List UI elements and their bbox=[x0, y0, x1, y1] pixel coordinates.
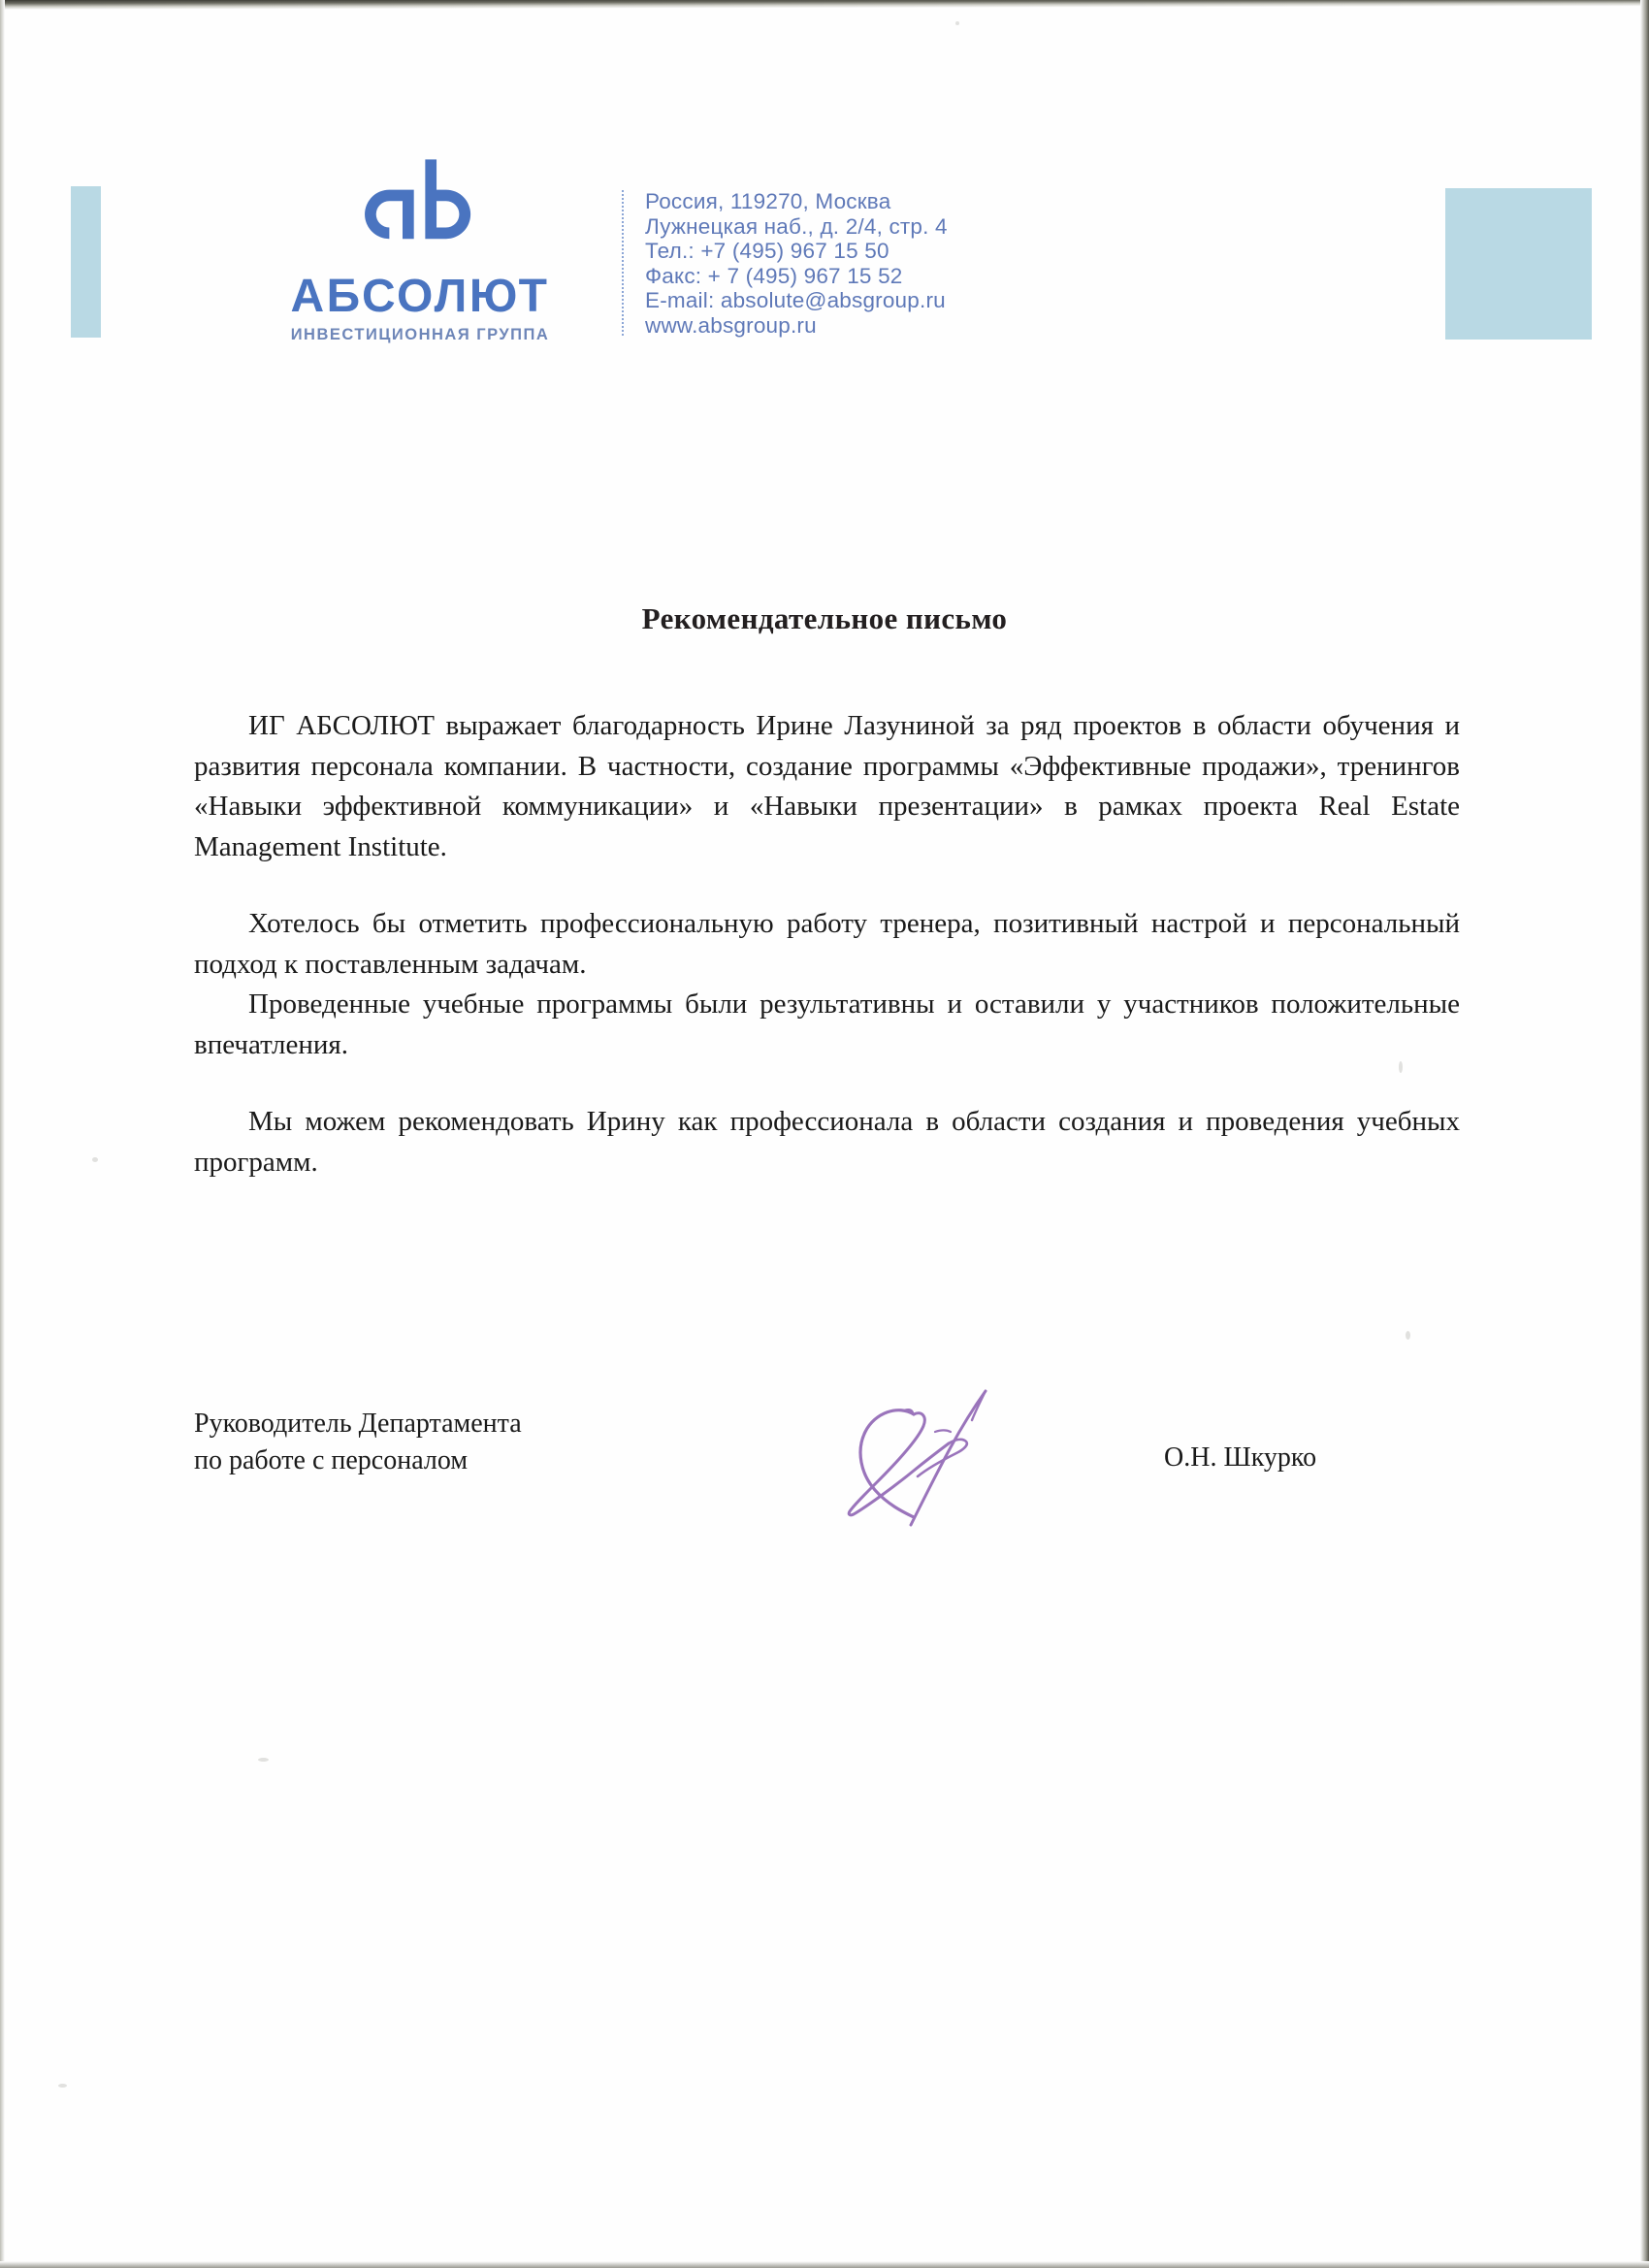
contact-fax: Факс: + 7 (495) 967 15 52 bbox=[645, 263, 903, 288]
contact-email: E-mail: absolute@absgroup.ru bbox=[645, 288, 946, 312]
body-paragraph: Мы можем рекомендовать Ирину как профессионала в области создания и проведения учебных программ. bbox=[194, 1106, 1460, 1178]
letter-body bbox=[194, 706, 1460, 1183]
contact-website: www.absgroup.ru bbox=[645, 312, 817, 338]
accent-bar-right bbox=[1445, 188, 1592, 340]
logo-tagline: ИНВЕСТИЦИОННАЯ ГРУППА bbox=[290, 326, 550, 343]
body-paragraph: Проведенные учебные программы были результативны и оставили у участников положительные впечатления. bbox=[194, 988, 1460, 1060]
body-paragraph: Хотелось бы отметить профессиональную работу тренера, позитивный настрой и персональный подход к поставленным задачам. bbox=[194, 908, 1460, 980]
accent-bar-left bbox=[71, 186, 101, 338]
contact-address-city: Россия, 119270, Москва bbox=[645, 189, 891, 213]
signer-name: О.Н. Шкурко bbox=[1164, 1442, 1317, 1473]
absolut-ab-monogram-icon bbox=[331, 153, 510, 268]
scan-speckle bbox=[58, 2084, 67, 2088]
handwritten-signature bbox=[821, 1381, 1005, 1527]
scan-edge-top bbox=[0, 0, 1649, 10]
scan-edge-bottom bbox=[0, 2261, 1649, 2268]
page-title: Рекомендательное письмо bbox=[641, 601, 1008, 635]
letterhead-divider bbox=[622, 190, 624, 338]
contact-address-street: Лужнецкая наб., д. 2/4, стр. 4 bbox=[645, 213, 948, 239]
scan-speckle bbox=[1406, 1331, 1410, 1340]
signer-role bbox=[194, 1406, 522, 1479]
contact-phone: Тел.: +7 (495) 967 15 50 bbox=[645, 239, 889, 263]
scan-edge-right bbox=[1640, 0, 1649, 2268]
signer-role-line-1: Руководитель Департамента bbox=[194, 1409, 522, 1439]
scan-edge-left bbox=[0, 0, 5, 2268]
scan-speckle bbox=[92, 1157, 98, 1162]
body-paragraph: ИГ АБСОЛЮТ выражает благодарность Ирине Лазуниной за ряд проектов в области обучения и развития персонала компании. В частности, создание программы «Эффективные продажи», тренингов «Навыки эффективной коммуникации» и «Навыки презентации» в рамках проекта Real Estate Management Institute. bbox=[194, 710, 1460, 862]
scan-speckle bbox=[1399, 1061, 1403, 1073]
contact-block bbox=[645, 189, 948, 338]
scan-speckle bbox=[955, 21, 959, 25]
company-logo bbox=[260, 153, 580, 343]
scan-speckle bbox=[258, 1758, 269, 1762]
logo-wordmark: АБСОЛЮТ bbox=[290, 271, 550, 322]
signer-role-line-2: по работе с персоналом bbox=[194, 1445, 469, 1475]
